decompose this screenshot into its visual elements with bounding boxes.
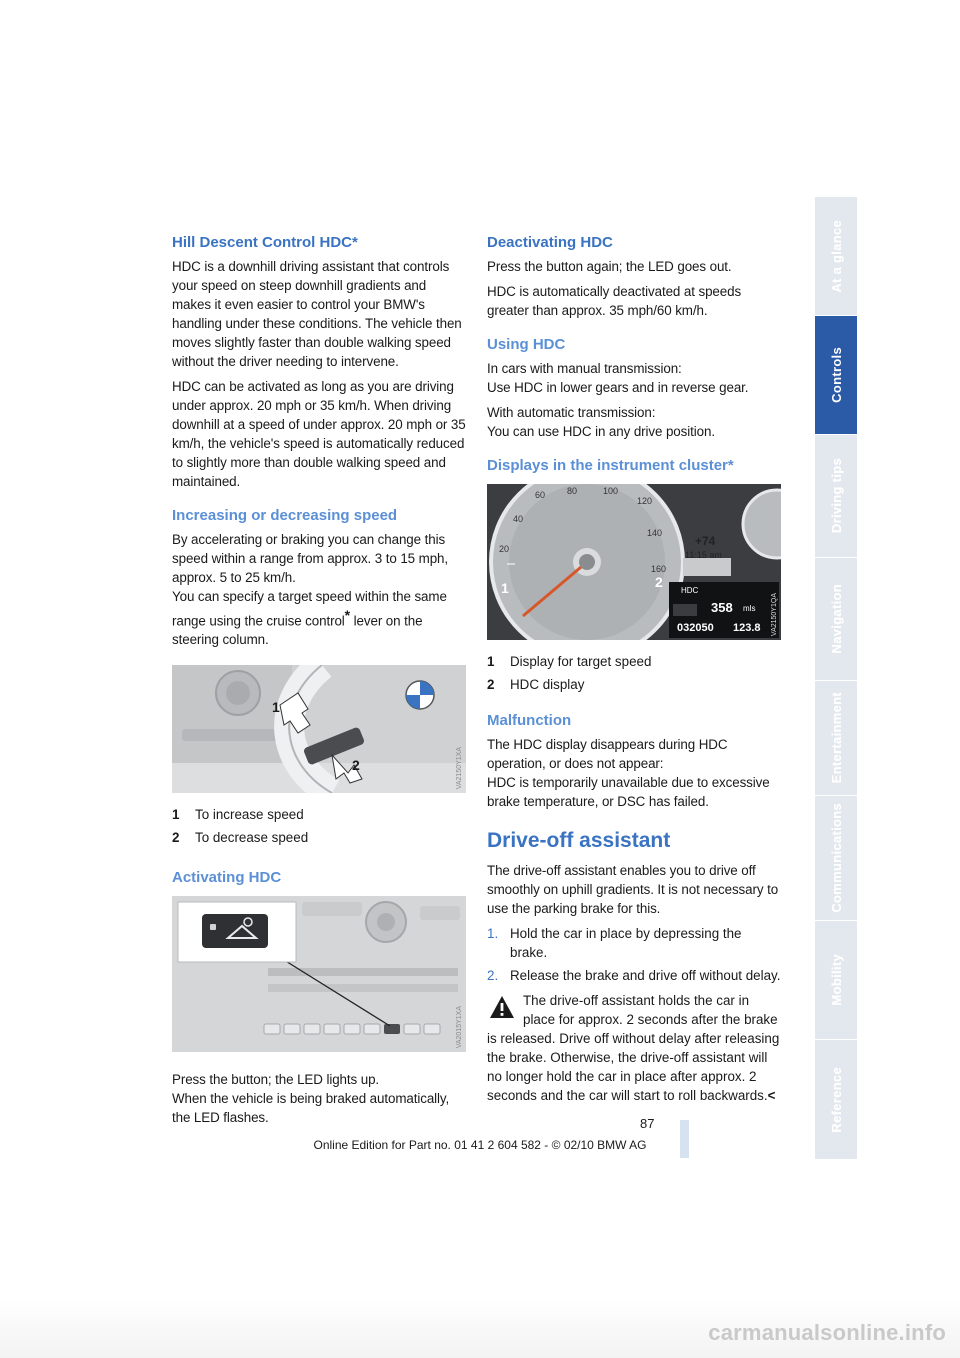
tick-80: 80 <box>567 486 578 496</box>
deactivating-title: Deactivating HDC <box>487 234 613 251</box>
hdc-unit: mls <box>743 604 756 613</box>
watermark-strip <box>0 1298 960 1358</box>
drive-off-steps <box>487 924 781 985</box>
odometer: 032050 <box>677 622 714 634</box>
fig1-code: VA2150Y1XA <box>456 747 463 790</box>
trip-meter: 123.8 <box>733 622 761 634</box>
hdc-intro: HDC is a downhill driving assistant that controls your speed on steep downhill gradients and makes it even easier to control your BMW's handling under these conditions. The vehicle then moves slightly faster than double walking speed without the driver needing to intervene. <box>172 259 462 369</box>
fig3-code: VA2150Y1QA <box>771 592 778 636</box>
tab-reference[interactable]: Reference <box>815 1040 857 1160</box>
tick-40: 40 <box>513 514 524 524</box>
edition-footer: Online Edition for Part no. 01 41 2 604 582 - © 02/10 BMW AG <box>313 1138 647 1152</box>
using-automatic: With automatic transmission: You can use HDC in any drive position. <box>487 405 715 439</box>
cluster-legend <box>487 650 781 696</box>
fig3-label-1: 1 <box>501 580 509 596</box>
tick-160: 160 <box>651 564 667 574</box>
list-item: 1. Hold the car in place by depressing the brake. <box>487 926 742 960</box>
warning-block <box>487 991 781 1105</box>
activating-title: Activating HDC <box>172 869 282 887</box>
time-readout: 11:15 am <box>685 550 722 560</box>
speed-cruise <box>172 587 466 649</box>
tab-controls[interactable]: Controls <box>815 316 857 435</box>
using-manual: In cars with manual transmission: Use HDC in lower gears and in reverse gear. <box>487 361 749 395</box>
drive-off-intro: The drive-off assistant enables you to drive off smoothly on uphill gradients. It is not necessary to use the parking brake for this. <box>487 863 779 916</box>
speed-cruise-b: lever on the steering column. <box>172 613 423 648</box>
legend-item: 2 To decrease speed <box>172 830 309 846</box>
hdc-button-figure <box>172 896 466 1052</box>
deactivating-press: Press the button again; the LED goes out. <box>487 259 732 274</box>
speed-range: By accelerating or braking you can change this speed within a range from approx. 3 to 15 mph, approx. 5 to 25 km/h. <box>172 532 449 585</box>
tick-100: 100 <box>603 486 619 496</box>
tab-communications[interactable]: Communications <box>815 796 857 921</box>
activating-press: Press the button; the LED lights up. <box>172 1072 380 1088</box>
list-item: 2. Release the brake and drive off without delay. <box>487 968 781 983</box>
activating-flash: When the vehicle is being braked automatically, the LED flashes. <box>172 1091 450 1126</box>
legend-item: 1 Display for target speed <box>487 654 652 669</box>
malfunction-title: Malfunction <box>487 712 572 729</box>
chapter-sidebar <box>815 197 857 1159</box>
speed-cruise-a: You can specify a target speed within the same range using the cruise control <box>172 589 447 629</box>
fig2-code: VA2015Y1XA <box>456 1006 463 1049</box>
end-mark: < <box>767 1088 776 1103</box>
tab-at-a-glance[interactable]: At a glance <box>815 197 857 316</box>
tick-120: 120 <box>637 496 653 506</box>
right-column <box>487 228 781 1105</box>
hdc-activation-info: HDC can be activated as long as you are driving under approx. 20 mph or 35 km/h. When driving downhill at a speed of under approx. 20 mph or 35 km/h, the vehicle's speed is automatically reduced to slightly more than double walking speed and maintained. <box>172 379 466 489</box>
tab-mobility[interactable]: Mobility <box>815 921 857 1040</box>
watermark-text: carmanualsonline.info <box>708 1320 946 1345</box>
drive-off-title: Drive-off assistant <box>487 829 671 852</box>
steering-lever-figure <box>172 665 466 793</box>
displays-title: Displays in the instrument cluster* <box>487 457 734 474</box>
instrument-cluster-figure <box>487 484 781 640</box>
malfunction-text: The HDC display disappears during HDC operation, or does not appear: HDC is temporarily unavailable due to excessive brake temperature, or DSC has failed. <box>487 737 770 809</box>
tick-20: 20 <box>499 544 510 554</box>
tab-entertainment[interactable]: Entertainment <box>815 681 857 796</box>
legend-item: 1 To increase speed <box>172 807 304 823</box>
left-column <box>172 228 466 1133</box>
warning-icon <box>489 995 515 1019</box>
tab-navigation[interactable]: Navigation <box>815 558 857 681</box>
fig1-label-1: 1 <box>272 699 280 716</box>
deactivating-auto: HDC is automatically deactivated at speeds greater than approx. 35 mph/60 km/h. <box>487 284 742 318</box>
fig3-label-2: 2 <box>655 574 663 590</box>
legend-item: 2 HDC display <box>487 677 585 692</box>
hdc-speed: 358 <box>711 600 733 615</box>
tick-140: 140 <box>647 528 663 538</box>
option-star: * <box>344 607 351 623</box>
tab-driving-tips[interactable]: Driving tips <box>815 435 857 558</box>
hdc-button-illustration <box>172 896 466 1052</box>
hdc-title: Hill Descent Control HDC* <box>172 234 358 251</box>
hdc-label: HDC <box>681 586 699 595</box>
fig1-label-2: 2 <box>352 757 360 774</box>
using-title: Using HDC <box>487 336 566 353</box>
instrument-cluster-illustration <box>487 484 781 640</box>
warning-text: The drive-off assistant holds the car in place for approx. 2 seconds after the brake is released. Drive off without delay after releasing the brake. Otherwise, the drive-off assistant will no longer hold the car in place after approx. 2 seconds and the car will start to roll backwards. <box>487 993 780 1103</box>
page-number: 87 <box>640 1116 655 1131</box>
steering-lever-illustration <box>172 665 466 793</box>
tick-60: 60 <box>535 490 546 500</box>
speed-title: Increasing or decreasing speed <box>172 507 398 524</box>
lever-legend <box>172 803 466 849</box>
temp-readout: +74 <box>695 534 716 548</box>
